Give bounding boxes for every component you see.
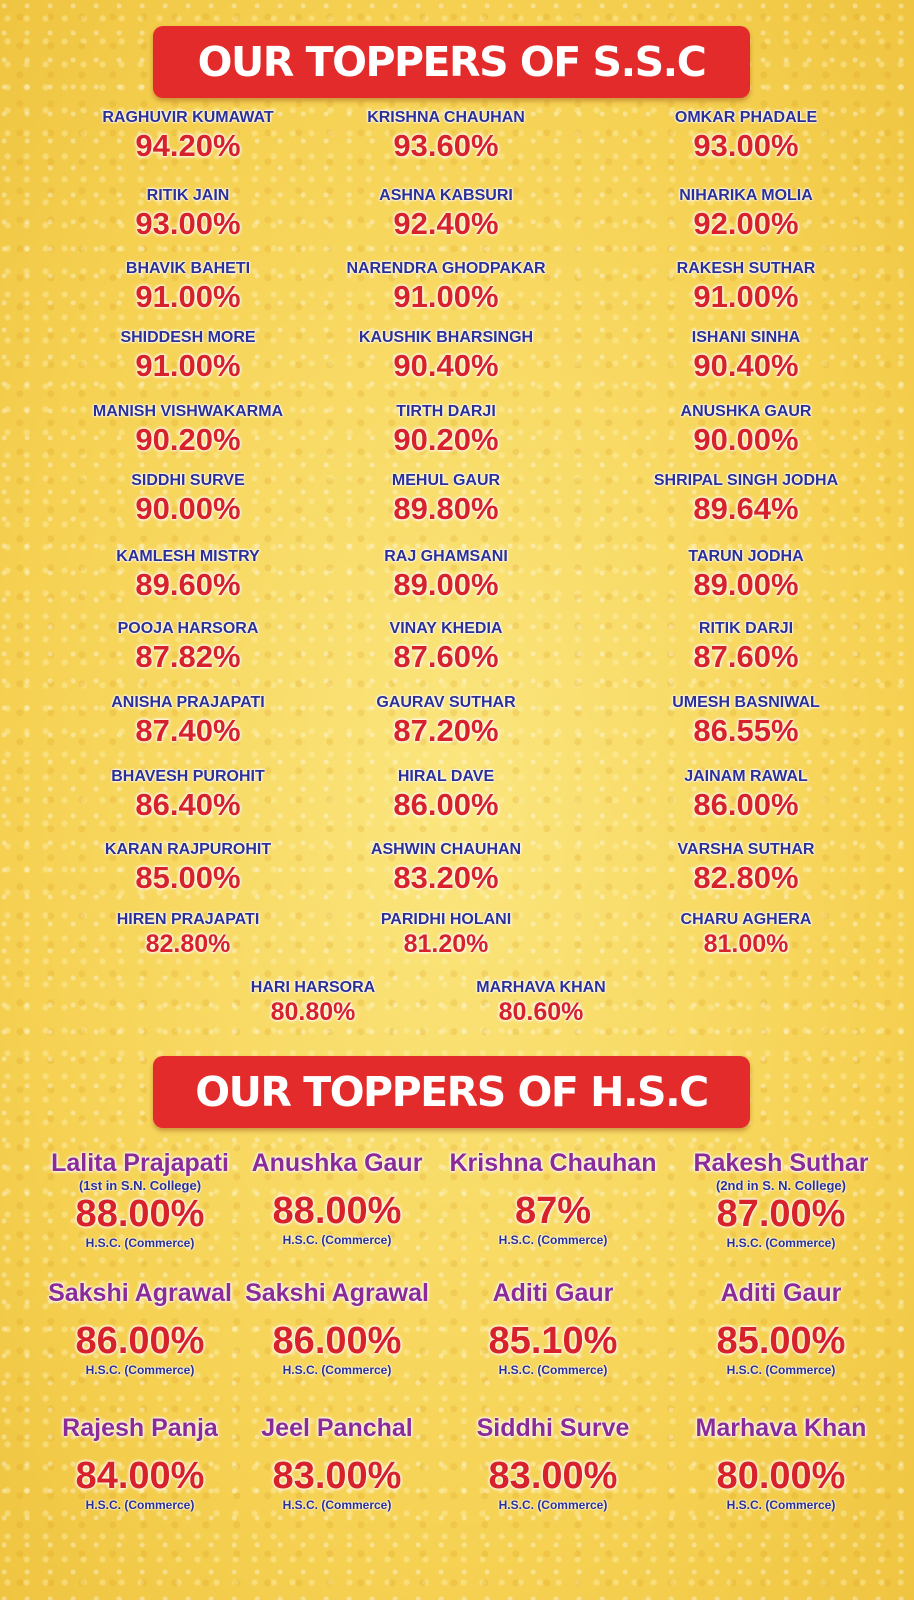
topper-name: VARSHA SUTHAR — [677, 841, 815, 858]
hsc-topper-entry — [261, 1413, 412, 1513]
topper-percentage: 90.20% — [393, 422, 499, 457]
ssc-topper-entry — [390, 619, 503, 675]
ssc-topper-entry — [117, 910, 260, 958]
ssc-topper-entry — [111, 693, 265, 749]
topper-name: MEHUL GAUR — [391, 472, 501, 489]
topper-percentage: 87.20% — [393, 713, 499, 748]
stream-label: H.S.C. (Commerce) — [498, 1363, 608, 1377]
topper-name: Rakesh Suthar — [693, 1149, 869, 1177]
stream-label: H.S.C. (Commerce) — [85, 1236, 195, 1250]
ssc-heading-banner: OUR TOPPERS OF S.S.C — [153, 26, 750, 98]
topper-percentage: 80.80% — [270, 998, 356, 1026]
hsc-topper-entry — [693, 1148, 868, 1251]
ssc-topper-entry — [135, 186, 240, 242]
topper-name: SIDDHI SURVE — [131, 472, 245, 489]
topper-percentage: 84.00% — [75, 1455, 205, 1497]
topper-percentage: 82.80% — [693, 860, 799, 895]
topper-percentage: 85.00% — [135, 860, 241, 895]
topper-name: RITIK JAIN — [146, 187, 230, 204]
topper-percentage: 83.00% — [488, 1455, 618, 1497]
topper-name: Lalita Prajapati — [51, 1149, 229, 1177]
college-rank-note: (1st in S.N. College) — [78, 1178, 202, 1193]
hsc-topper-entry — [489, 1278, 618, 1378]
topper-name: SHIDDESH MORE — [120, 329, 256, 346]
hsc-topper-entry — [477, 1413, 630, 1513]
topper-percentage: 86.00% — [75, 1320, 205, 1362]
topper-percentage: 86.00% — [693, 787, 799, 822]
hsc-heading-banner: OUR TOPPERS OF H.S.C — [153, 1056, 750, 1128]
ssc-topper-entry — [678, 840, 815, 896]
topper-percentage: 89.00% — [693, 567, 799, 602]
topper-name: HARI HARSORA — [250, 979, 376, 996]
topper-name: Marhava Khan — [695, 1414, 867, 1442]
ssc-topper-entry — [381, 910, 511, 958]
topper-name: VINAY KHEDIA — [389, 620, 503, 637]
stream-label: H.S.C. (Commerce) — [726, 1498, 836, 1512]
ssc-topper-entry — [367, 108, 525, 164]
topper-percentage: 89.60% — [135, 567, 241, 602]
hsc-topper-entry — [450, 1148, 657, 1248]
topper-name: MANISH VISHWAKARMA — [92, 403, 284, 420]
topper-percentage: 90.00% — [693, 422, 799, 457]
topper-name: NIHARIKA MOLIA — [679, 187, 813, 204]
topper-percentage: 89.64% — [693, 491, 799, 526]
stream-label: H.S.C. (Commerce) — [282, 1363, 392, 1377]
topper-name: OMKAR PHADALE — [674, 109, 818, 126]
ssc-topper-entry — [105, 840, 271, 896]
hsc-topper-entry — [51, 1148, 229, 1251]
topper-name: Jeel Panchal — [261, 1414, 413, 1442]
topper-percentage: 87.60% — [693, 639, 799, 674]
topper-name: BHAVIK BAHETI — [125, 260, 251, 277]
topper-percentage: 87% — [514, 1190, 592, 1232]
topper-name: SHRIPAL SINGH JODHA — [653, 472, 839, 489]
ssc-topper-entry — [346, 259, 545, 315]
topper-percentage: 87.00% — [716, 1193, 846, 1235]
college-rank-note: (2nd in S. N. College) — [715, 1178, 846, 1193]
ssc-topper-entry — [692, 328, 800, 384]
hsc-topper-entry — [245, 1278, 429, 1378]
topper-name: RITIK DARJI — [698, 620, 794, 637]
topper-percentage: 90.40% — [693, 348, 799, 383]
topper-name: Aditi Gaur — [492, 1279, 614, 1307]
topper-percentage: 93.00% — [135, 206, 241, 241]
topper-name: CHARU AGHERA — [680, 911, 812, 928]
ssc-topper-entry — [654, 471, 838, 527]
topper-name: KAMLESH MISTRY — [116, 548, 260, 565]
topper-percentage: 87.82% — [135, 639, 241, 674]
topper-name: ANUSHKA GAUR — [680, 403, 812, 420]
ssc-topper-entry — [120, 328, 255, 384]
ssc-topper-entry — [681, 910, 812, 958]
topper-name: Aditi Gaur — [720, 1279, 842, 1307]
ssc-topper-entry — [688, 547, 803, 603]
hsc-topper-entry — [252, 1148, 423, 1248]
ssc-topper-entry — [677, 259, 816, 315]
topper-name: ASHWIN CHAUHAN — [370, 841, 522, 858]
ssc-topper-entry — [116, 547, 259, 603]
ssc-topper-entry — [693, 619, 798, 675]
ssc-topper-entry — [126, 259, 250, 315]
topper-name: RAJ GHAMSANI — [384, 548, 508, 565]
topper-name: KARAN RAJPUROHIT — [104, 841, 272, 858]
topper-percentage: 81.00% — [703, 930, 789, 958]
ssc-topper-entry — [376, 693, 515, 749]
topper-percentage: 87.40% — [135, 713, 241, 748]
ssc-topper-entry — [93, 402, 283, 458]
topper-percentage: 86.00% — [272, 1320, 402, 1362]
topper-percentage: 93.60% — [393, 128, 499, 163]
stream-label: H.S.C. (Commerce) — [726, 1363, 836, 1377]
topper-percentage: 89.80% — [393, 491, 499, 526]
stream-label: H.S.C. (Commerce) — [498, 1233, 608, 1247]
topper-name: KRISHNA CHAUHAN — [367, 109, 525, 126]
topper-percentage: 83.20% — [393, 860, 499, 895]
topper-name: JAINAM RAWAL — [684, 768, 808, 785]
ssc-topper-entry — [111, 767, 265, 823]
ssc-topper-entry — [672, 693, 820, 749]
ssc-topper-entry — [684, 767, 808, 823]
topper-percentage: 92.00% — [693, 206, 799, 241]
ssc-topper-entry — [118, 619, 259, 675]
topper-percentage: 85.00% — [716, 1320, 846, 1362]
ssc-topper-entry — [675, 108, 817, 164]
ssc-topper-entry — [359, 328, 533, 384]
topper-percentage: 91.00% — [135, 348, 241, 383]
topper-percentage: 90.20% — [135, 422, 241, 457]
topper-name: Krishna Chauhan — [449, 1149, 657, 1177]
ssc-topper-entry — [392, 471, 500, 527]
topper-name: KAUSHIK BHARSINGH — [358, 329, 534, 346]
topper-name: RAGHUVIR KUMAWAT — [102, 109, 274, 126]
topper-name: Sakshi Agrawal — [48, 1279, 232, 1307]
topper-name: Rajesh Panja — [62, 1414, 218, 1442]
stream-label: H.S.C. (Commerce) — [85, 1363, 195, 1377]
ssc-topper-entry — [679, 186, 813, 242]
hsc-topper-entry — [717, 1278, 846, 1378]
topper-name: MARHAVA KHAN — [476, 979, 606, 996]
hsc-topper-entry — [62, 1413, 218, 1513]
ssc-topper-entry — [251, 978, 375, 1026]
topper-percentage: 92.40% — [393, 206, 499, 241]
topper-percentage: 89.00% — [393, 567, 499, 602]
topper-name: HIRAL DAVE — [397, 768, 495, 785]
stream-label: H.S.C. (Commerce) — [726, 1236, 836, 1250]
topper-name: Sakshi Agrawal — [245, 1279, 429, 1307]
topper-percentage: 85.10% — [488, 1320, 618, 1362]
ssc-topper-entry — [681, 402, 812, 458]
topper-percentage: 91.00% — [693, 279, 799, 314]
ssc-topper-entry — [393, 402, 498, 458]
topper-name: Siddhi Surve — [476, 1414, 630, 1442]
ssc-topper-entry — [102, 108, 273, 164]
topper-name: Anushka Gaur — [251, 1149, 423, 1177]
topper-name: RAKESH SUTHAR — [676, 260, 816, 277]
topper-percentage: 88.00% — [272, 1190, 402, 1232]
topper-percentage: 83.00% — [272, 1455, 402, 1497]
topper-percentage: 87.60% — [393, 639, 499, 674]
ssc-topper-entry — [379, 186, 513, 242]
topper-percentage: 82.80% — [145, 930, 231, 958]
topper-percentage: 90.00% — [135, 491, 241, 526]
topper-name: POOJA HARSORA — [117, 620, 259, 637]
topper-percentage: 81.20% — [403, 930, 489, 958]
stream-label: H.S.C. (Commerce) — [498, 1498, 608, 1512]
topper-percentage: 91.00% — [393, 279, 499, 314]
topper-name: NARENDRA GHODPAKAR — [346, 260, 546, 277]
topper-percentage: 86.00% — [393, 787, 499, 822]
topper-percentage: 80.60% — [498, 998, 584, 1026]
topper-percentage: 90.40% — [393, 348, 499, 383]
topper-name: GAURAV SUTHAR — [376, 694, 516, 711]
hsc-topper-entry — [696, 1413, 867, 1513]
topper-name: HIREN PRAJAPATI — [116, 911, 260, 928]
stream-label: H.S.C. (Commerce) — [85, 1498, 195, 1512]
stream-label: H.S.C. (Commerce) — [282, 1233, 392, 1247]
ssc-topper-entry — [131, 471, 245, 527]
topper-name: BHAVESH PUROHIT — [111, 768, 265, 785]
topper-percentage: 86.55% — [693, 713, 799, 748]
topper-name: ASHNA KABSURI — [379, 187, 513, 204]
topper-name: TARUN JODHA — [688, 548, 804, 565]
ssc-topper-entry — [476, 978, 605, 1026]
topper-name: ISHANI SINHA — [691, 329, 801, 346]
topper-name: PARIDHI HOLANI — [380, 911, 512, 928]
topper-percentage: 80.00% — [716, 1455, 846, 1497]
stream-label: H.S.C. (Commerce) — [282, 1498, 392, 1512]
topper-percentage: 88.00% — [75, 1193, 205, 1235]
topper-name: UMESH BASNIWAL — [672, 694, 820, 711]
topper-name: ANISHA PRAJAPATI — [111, 694, 265, 711]
ssc-topper-entry — [384, 547, 508, 603]
topper-percentage: 94.20% — [135, 128, 241, 163]
topper-name: TIRTH DARJI — [396, 403, 496, 420]
topper-percentage: 86.40% — [135, 787, 241, 822]
topper-percentage: 91.00% — [135, 279, 241, 314]
topper-percentage: 93.00% — [693, 128, 799, 163]
ssc-topper-entry — [371, 840, 521, 896]
hsc-topper-entry — [48, 1278, 232, 1378]
ssc-topper-entry — [393, 767, 498, 823]
